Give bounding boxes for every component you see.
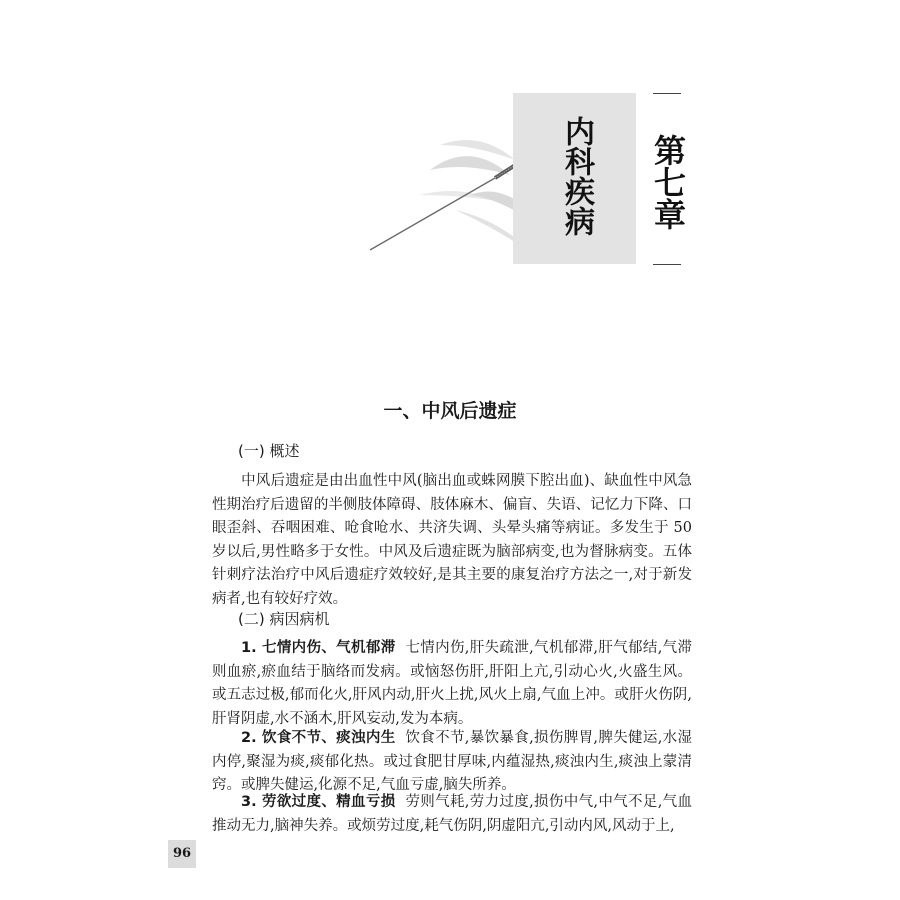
- subsection-overview-heading: (一) 概述: [238, 442, 300, 460]
- page-number: 96: [172, 846, 192, 861]
- chapter-number: 第七章: [649, 134, 687, 230]
- etiology-item-1: [212, 637, 692, 731]
- item-2-lead: 2. 饮食不节、痰浊内生: [241, 730, 396, 746]
- section-title: 一、中风后遗症: [383, 400, 517, 422]
- overview-text: 中风后遗症是由出血性中风(脑出血或蛛网膜下腔出血)、缺血性中风急性期治疗后遗留的半侧肢体障碍、肢体麻木、偏盲、失语、记忆力下降、口眼歪斜、吞咽困难、呛食呛水、共济失调、头晕头痛等病证。多发生于 50 岁以后,男性略多于女性。中风及后遗症既为脑部病变,也为督脉病变。五体针刺疗法治疗中风后遗症疗效较好,是其主要的康复治疗方法之一,对于新发病者,也有较好疗效。: [212, 473, 692, 607]
- chapter-subtitle: 内科疾病: [559, 116, 594, 236]
- needle-shaft: [370, 178, 495, 250]
- item-3-lead: 3. 劳欲过度、精血亏损: [241, 794, 396, 810]
- overview-paragraph: [212, 470, 692, 611]
- chapter-rule-bottom: [653, 264, 681, 265]
- chapter-rule-top: [653, 93, 681, 94]
- item-3-text: 劳则气耗,劳力过度,损伤中气,中气不足,气血推动无力,脑神失养。或烦劳过度,耗气伤阴,阴虚阳亢,引动内风,风动于上,: [212, 794, 693, 834]
- item-2-text: 饮食不节,暴饮暴食,损伤脾胃,脾失健运,水湿内停,聚湿为痰,痰郁化热。或过食肥甘厚味,内蕴湿热,痰浊内生,痰浊上蒙清窍。或脾失健运,化源不足,气血亏虚,脑失所养。: [212, 730, 693, 793]
- item-1-text: 七情内伤,肝失疏泄,气机郁滞,肝气郁结,气滞则血瘀,瘀血结于脑络而发病。或恼怒伤肝,肝阳上亢,引动心火,火盛生风。或五志过极,郁而化火,肝风内动,肝火上扰,风火上扇,气血上冲。或肝火伤阴,肝肾阴虚,水不涵木,肝风妄动,发为本病。: [212, 640, 693, 727]
- item-1-lead: 1. 七情内伤、气机郁滞: [241, 640, 396, 656]
- etiology-item-2: [212, 727, 692, 798]
- subsection-etiology-heading: (二) 病因病机: [238, 610, 330, 628]
- etiology-item-3: [212, 791, 692, 838]
